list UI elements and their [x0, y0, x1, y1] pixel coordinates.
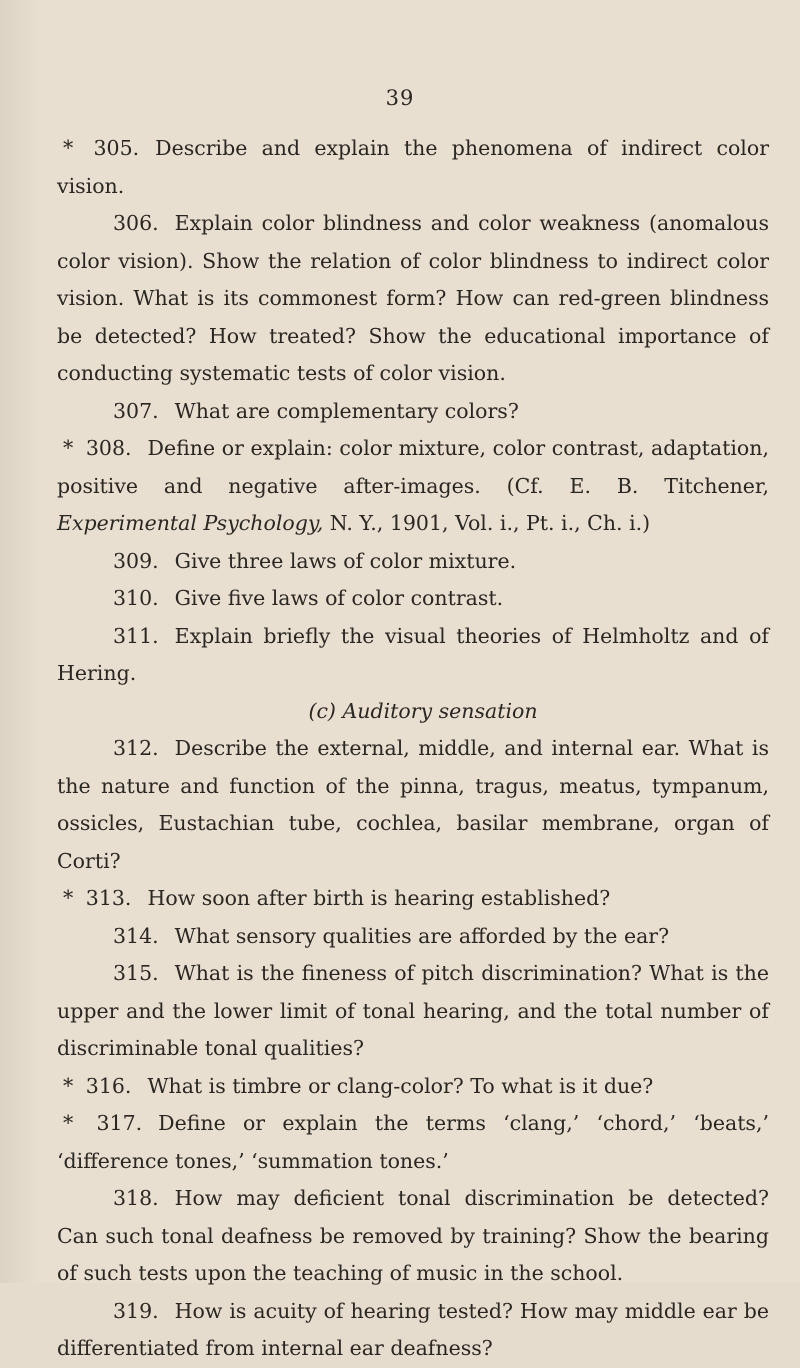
question-star: * [63, 136, 88, 160]
question-text: Give three laws of color mixture. [174, 548, 517, 573]
question-318 [57, 1180, 769, 1293]
question-number: 319. [113, 1298, 159, 1323]
question-text: What is timbre or clang-color? To what is it due? [147, 1073, 654, 1098]
question-309 [57, 543, 769, 581]
question-star: * [63, 1111, 91, 1135]
question-307 [57, 393, 769, 431]
question-316 [57, 1068, 769, 1106]
question-star: * [63, 1073, 80, 1098]
question-text: How may deficient tonal discrimination be detected? Can such tonal deafness be removed by training? Show the bearing of such tests upon the teaching of music in the school. [57, 1186, 769, 1285]
question-number: 318. [113, 1186, 159, 1210]
question-305 [57, 130, 769, 205]
question-number: 305. [93, 136, 140, 160]
question-317 [57, 1105, 769, 1180]
question-text: Define or explain: color mixture, color contrast, adaptation, positive and negative after-images. (Cf. E. B. Titchener, [57, 436, 769, 498]
question-text: Define or explain the terms ‘clang,’ ‘chord,’ ‘beats,’ ‘difference tones,’ ‘summation tones.’ [57, 1111, 769, 1173]
question-text: What is the fineness of pitch discrimination? What is the upper and the lower limit of tonal hearing, and the total number of discriminable tonal qualities? [57, 961, 769, 1060]
question-number: 307. [113, 398, 159, 423]
question-text: What sensory qualities are afforded by the ear? [174, 923, 670, 948]
question-text: Describe and explain the phenomena of indirect color vision. [57, 136, 769, 198]
question-number: 313. [85, 886, 132, 910]
section-heading: (c) Auditory sensation [308, 698, 538, 723]
page-number: 39 [385, 86, 415, 110]
question-text: What are complementary colors? [174, 398, 519, 423]
question-text: Explain briefly the visual theories of Helmholtz and of Hering. [57, 623, 769, 685]
question-text: Describe the external, middle, and internal ear. What is the nature and function of the pinna, tragus, meatus, tympanum, ossicles, Eustachian tube, cochlea, basilar membrane, organ of Corti? [57, 736, 769, 873]
question-text: Give five laws of color contrast. [174, 586, 504, 610]
question-text: How soon after birth is hearing established? [147, 886, 611, 910]
question-308 [57, 430, 769, 543]
citation-title: Experimental Psychology, [57, 511, 324, 535]
page-body [57, 130, 769, 1368]
question-310 [57, 580, 769, 618]
question-312 [57, 730, 769, 880]
question-number: 311. [113, 623, 159, 648]
question-314 [57, 918, 769, 956]
question-315 [57, 955, 769, 1068]
question-311 [57, 618, 769, 693]
question-number: 315. [113, 961, 159, 985]
question-number: 312. [113, 736, 159, 760]
question-306 [57, 205, 769, 393]
question-number: 314. [113, 923, 159, 948]
question-313 [57, 880, 769, 918]
question-star: * [63, 436, 80, 460]
question-number: 306. [113, 211, 159, 235]
question-star: * [63, 886, 80, 910]
question-319 [57, 1293, 769, 1368]
question-number: 308. [85, 436, 132, 460]
question-number: 309. [113, 548, 159, 573]
question-text-end: N. Y., 1901, Vol. i., Pt. i., Ch. i.) [323, 511, 651, 535]
question-text: How is acuity of hearing tested? How may middle ear be differentiated from internal ear deafness? [57, 1298, 769, 1360]
question-number: 310. [113, 586, 159, 610]
question-text: Explain color blindness and color weakness (anomalous color vision). Show the relation of color blindness to indirect color vision. What is its commonest form? How can red-green blindness be detected? How treated? Show the educational importance of conducting systematic tests of color vision. [57, 211, 769, 385]
question-number: 316. [85, 1073, 132, 1098]
question-number: 317. [96, 1111, 143, 1135]
